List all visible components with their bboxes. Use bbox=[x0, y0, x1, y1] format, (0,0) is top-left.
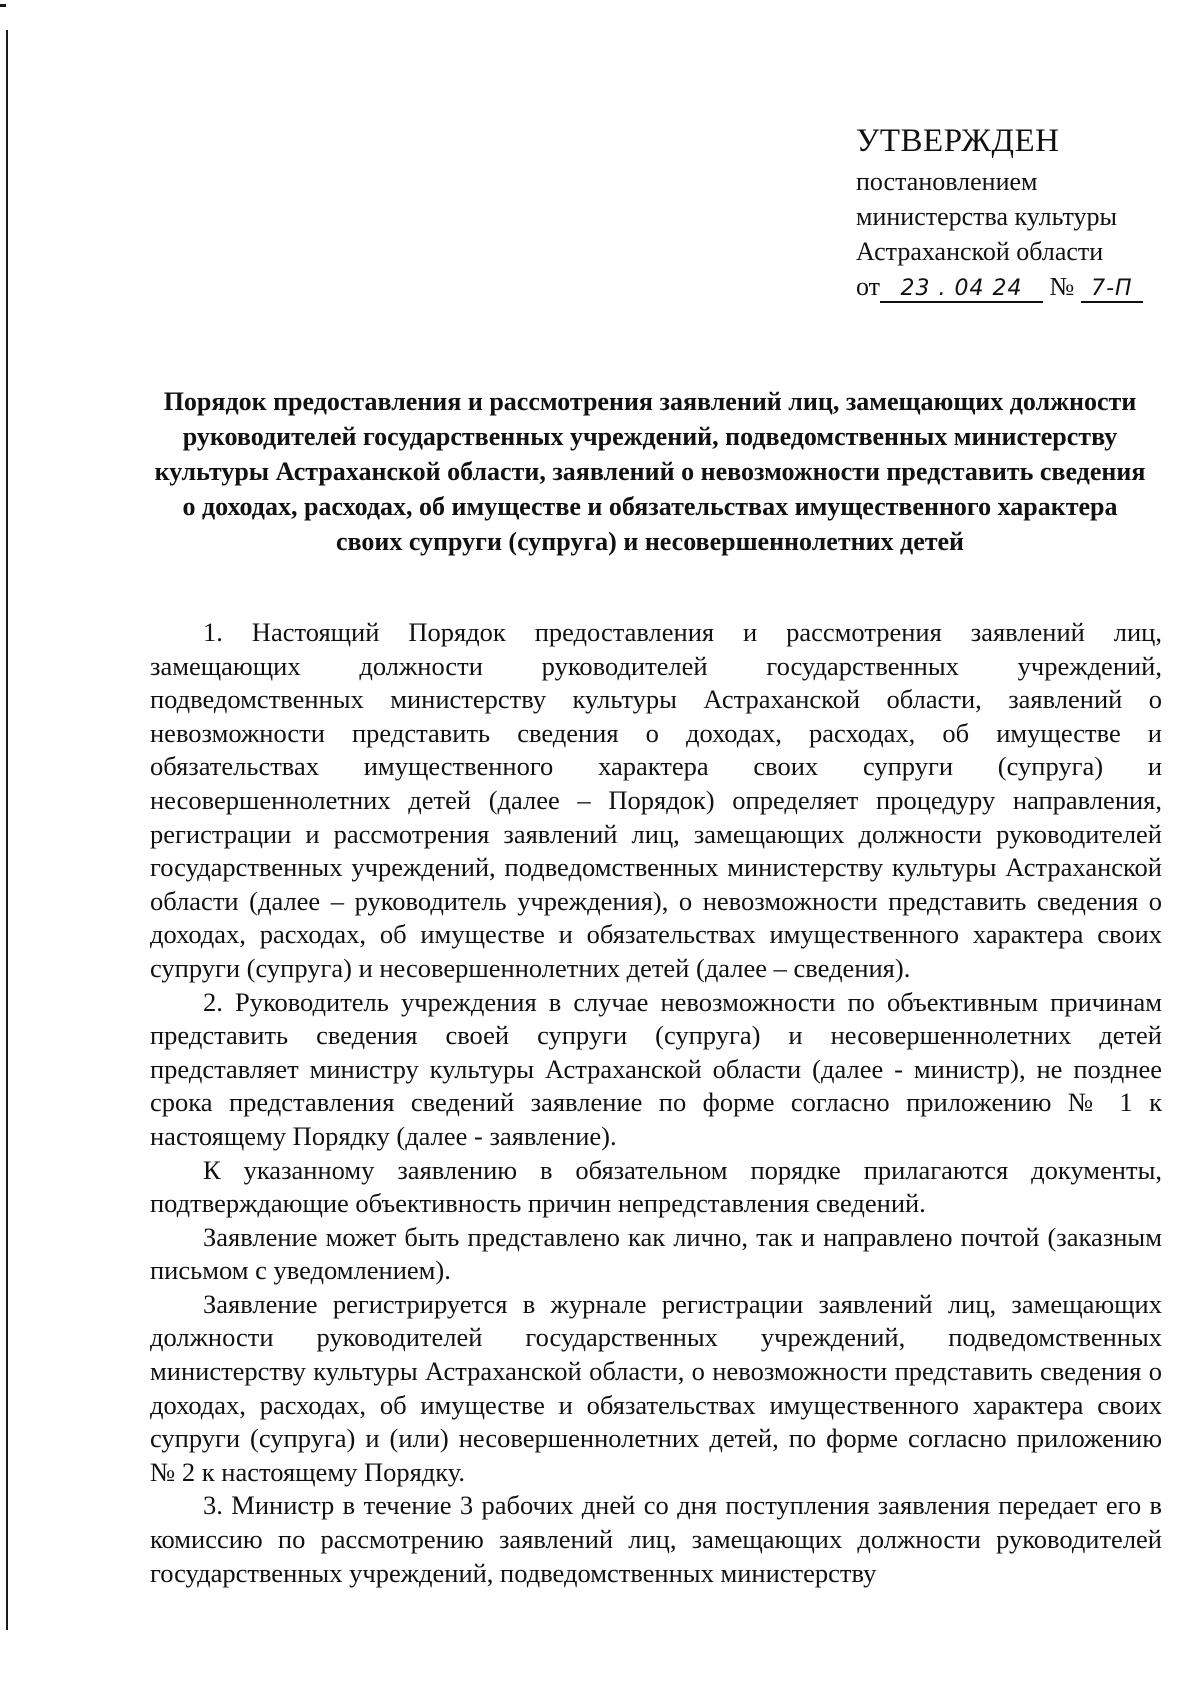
paragraph-6: 3. Министр в течение 3 рабочих дней со дня поступления заявления передает его в комиссию по рассмотрению заявлений лиц, замещающих должности руководителей государственных учреждений, подведомственных министерству bbox=[150, 1490, 1162, 1588]
approval-number-handwritten: 7-П bbox=[1081, 277, 1143, 303]
approval-title: УТВЕРЖДЕН bbox=[856, 123, 1060, 159]
approval-date-line bbox=[856, 269, 1176, 304]
scan-edge-line bbox=[6, 30, 8, 1630]
paragraph-3: К указанному заявлению в обязательном порядке прилагаются документы, подтверждающие объективность причин непредставления сведений. bbox=[150, 1154, 1162, 1219]
paragraph-1: 1. Настоящий Порядок предоставления и рассмотрения заявлений лиц, замещающих должности руководителей государственных учреждений, подведомственных министерству культуры Астраханской области, заявлений о невозможности представить сведения о доходах, расходах, об имуществе и обязательствах имущественного характера своих супруги (супруга) и несовершеннолетних детей (далее – Порядок) определяет процедуру направления, регистрации и рассмотрения заявлений лиц, замещающих должности руководителей государственных учреждений, подведомственных министерству культуры Астраханской области (далее – руководитель учреждения), о невозможности представить сведения о доходах, расходах, об имуществе и обязательствах имущественного характера своих супруги (супруга) и несовершеннолетних детей (далее – сведения). bbox=[150, 617, 1162, 983]
approval-date-handwritten: 23 . 04 24 bbox=[880, 277, 1043, 303]
approval-line-2: министерства культуры bbox=[856, 202, 1117, 231]
approval-block bbox=[856, 118, 1176, 304]
paragraph-4: Заявление может быть представлено как лично, так и направлено почтой (заказным письмом с уведомлением). bbox=[150, 1221, 1162, 1286]
paragraph-2: 2. Руководитель учреждения в случае невозможности по объективным причинам представить сведения своей супруги (супруга) и несовершеннолетних детей представляет министру культуры Астраханской области (далее - министр), не позднее срока представления сведений заявление по форме согласно приложению № 1 к настоящему Порядку (далее - заявление). bbox=[150, 986, 1162, 1151]
paragraph-5: Заявление регистрируется в журнале регистрации заявлений лиц, замещающих должности руководителей государственных учреждений, подведомственных министерству культуры Астраханской области, о невозможности представить сведения о доходах, расходах, об имуществе и обязательствах имущественного характера своих супруги (супруга) и (или) несовершеннолетних детей, по форме согласно приложению № 2 к настоящему Порядку. bbox=[150, 1288, 1162, 1487]
approval-line-1: постановлением bbox=[856, 167, 1038, 196]
approval-number-sign: № bbox=[1049, 272, 1075, 301]
approval-date-prefix: от bbox=[856, 272, 881, 301]
document-title: Порядок предоставления и рассмотрения заявлений лиц, замещающих должности руководителей государственных учреждений, подведомственных министерству культуры Астраханской области, заявлений о невозможности представить сведения о доходах, расходах, об имуществе и обязательствах имущественного характера своих супруги (супруга) и несовершеннолетних детей bbox=[154, 387, 1146, 556]
document-body bbox=[150, 616, 1162, 1590]
scan-mark bbox=[0, 4, 6, 7]
approval-line-3: Астраханской области bbox=[856, 237, 1104, 266]
